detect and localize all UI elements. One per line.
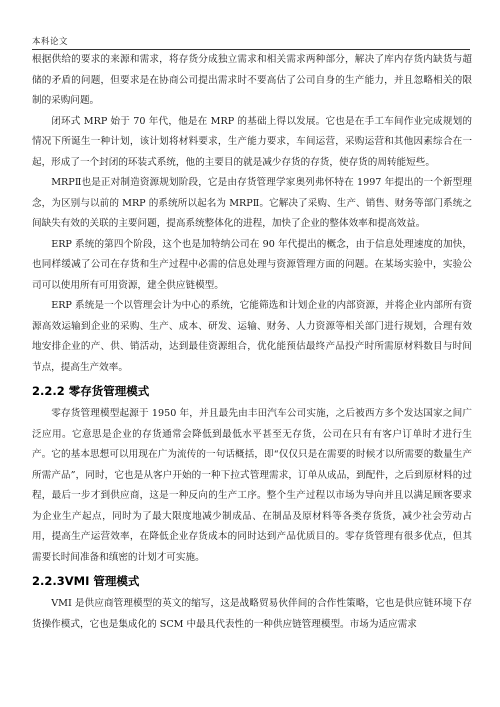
body-text — [32, 50, 472, 635]
paragraph-2: 闭环式 MRP 始于 70 年代，他是在 MRP 的基础上得以发展。它也是在手工车间作业完成规划的情况下所诞生一种计划，该计划将材料要求，生产能力要求，车间运营，采购运营和其他因素综合在一起，形成了一个封闭的环装式系统，他的主要目的就是减少存货的存货，使存货的周转能短些。 — [32, 115, 472, 168]
paragraph-6: 零存货管理模型起源于 1950 年，并且最先由丰田汽车公司实施，之后被西方多个发达国家之间广泛应用。它意思是企业的存货通常会降低到最低水平甚至无存货，公司在只有有客户订单时才进行生产。它的基本思想可以用现在广为流传的一句话概括，即“仅仅只是在需要的时候才以所需要的数量生产所需产品”，同时，它也是从客户开始的一种下拉式管理需求，订单从成品，到配件，之后到原材料的过程，最后一步才到供应商，这是一种反向的生产工序。整个生产过程以市场为导向并且以满足顾客要求为企业生产起点，同时为了最大限度地减少制成品、在制品及原材料等各类存货货，减少社会劳动占用，提高生产运营效率，在降低企业存货成本的同时达到产品优质目的。零存货管理有很多优点，但其需要长时间准备和缜密的计划才可实施。 — [32, 408, 472, 563]
paragraph-5: ERP 系统是一个以管理会计为中心的系统，它能筛选和计划企业的内部资源，并将企业内部所有资源高效运输到企业的采购、生产、成本、研发、运输、财务、人力资源等相关部门进行规划，合理有效地安排企业的产、供、销活动，达到最佳资源组合，优化能预估最终产品投产时所需原材料数目与时间节点，提高生产效率。 — [32, 300, 472, 373]
paragraph-1: 根据供给的要求的来源和需求，将存货分成独立需求和相关需求两种部分，解决了库内存货内缺货与超储的矛盾的问题，但要求是在协商公司提出需求时不要高估了公司自身的生产能力，并且忽略相关的限制的采购问题。 — [32, 54, 472, 106]
paragraph-4: ERP 系统的第四个阶段，这个也是加特纳公司在 90 年代提出的概念，由于信息处理速度的加快，也同样缓减了公司在存货和生产过程中必需的信息处理与资源管理方面的问题。在某场实验中，实验公司可以使用所有可用资源，建全供应链模型。 — [32, 238, 472, 291]
paragraph-3: MRPⅡ也是正对制造资源规划阶段，它是由存货管理学家奥列弗怀特在 1997 年提出的一个新型理念，为区别与以前的 MRP 的系统所以起名为 MRPⅡ。它解决了采购、生产、销售、财务等部门系统之间缺失有效的关联的主要问题，提高系统整体化的进程，加快了企业的整体效率和提高效益。 — [32, 177, 472, 229]
section-heading-2-2-3: 2.2.3VMI 管理模式 — [32, 574, 140, 588]
paragraph-7: VMI 是供应商管理模型的英文的缩写，这是战略贸易伙伴间的合作性策略，它也是供应链环境下存货操作模式，它也是集成化的 SCM 中最具代表性的一种供应链管理模型。市场为适应需求 — [32, 598, 472, 630]
section-heading-2-2-2: 2.2.2 零存货管理模式 — [32, 384, 150, 398]
running-header: 本科论文 — [32, 37, 69, 47]
